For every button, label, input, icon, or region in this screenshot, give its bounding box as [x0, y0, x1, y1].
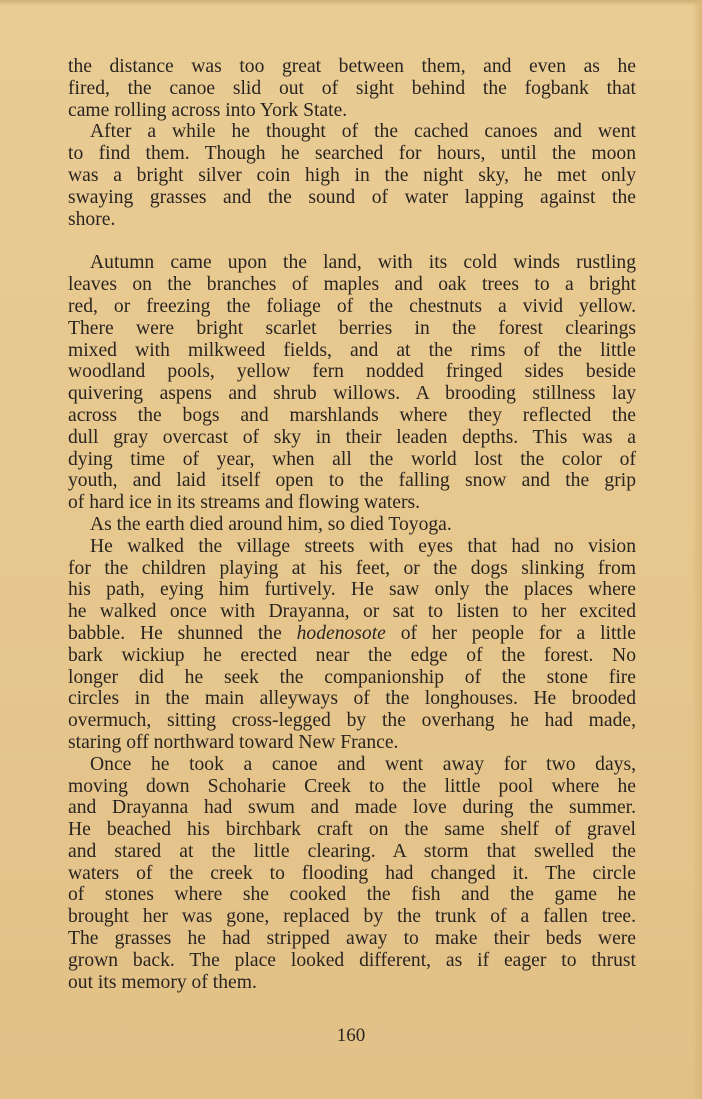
- text-line: brought her was gone, replaced by the trunk of a fallen tree.: [68, 906, 636, 928]
- text-line: fired, the canoe slid out of sight behind the fogbank that: [68, 77, 636, 99]
- text-line: He beached his birchbark craft on the same shelf of gravel: [68, 819, 636, 841]
- text-line: was a bright silver coin high in the night sky, he met only: [68, 164, 636, 186]
- section-break: [68, 230, 636, 252]
- text-line: grown back. The place looked different, as if eager to thrust: [68, 949, 636, 971]
- paragraph-4: [68, 514, 636, 536]
- text-line: staring off northward toward New France.: [68, 731, 399, 753]
- text-line: Once he took a canoe and went away for two days,: [90, 753, 636, 775]
- text-line: leaves on the branches of maples and oak trees to a bright: [68, 274, 636, 296]
- text-line: across the bogs and marshlands where they reflected the: [68, 404, 636, 426]
- text-line: and Drayanna had swum and made love during the summer.: [68, 797, 636, 819]
- text-line: dull gray overcast of sky in their leaden depths. This was a: [68, 426, 636, 448]
- body-text: [68, 56, 636, 993]
- paragraph-3: [68, 252, 636, 514]
- text-line: dying time of year, when all the world lost the color of: [68, 448, 636, 470]
- text-line: came rolling across into York State.: [68, 99, 348, 121]
- text-line: his path, eying him furtively. He saw only the places where: [68, 579, 636, 601]
- paragraph-2: [68, 121, 636, 230]
- text-line: After a while he thought of the cached canoes and went: [90, 121, 636, 143]
- text-line: circles in the main alleyways of the longhouses. He brooded: [68, 688, 636, 710]
- page-edge-shadow-right: [692, 0, 702, 1099]
- text-line: overmuch, sitting cross-legged by the overhang he had made,: [68, 710, 636, 732]
- text-line: He walked the village streets with eyes that had no vision: [90, 535, 636, 557]
- text-run: of her people for a little: [385, 622, 637, 644]
- text-line: longer did he seek the companionship of the stone fire: [68, 666, 636, 688]
- text-run: babble. He shunned the: [68, 622, 297, 644]
- page-edge-shadow-top: [0, 0, 702, 6]
- text-line: youth, and laid itself open to the falling snow and the grip: [68, 470, 636, 492]
- text-line: for the children playing at his feet, or the dogs slinking from: [68, 557, 636, 579]
- text-line: of hard ice in its streams and flowing waters.: [68, 492, 421, 514]
- text-line: shore.: [68, 208, 116, 230]
- text-line: red, or freezing the foliage of the chestnuts a vivid yellow.: [68, 295, 636, 317]
- text-line: woodland pools, yellow fern nodded fringed sides beside: [68, 361, 636, 383]
- paragraph-6: [68, 754, 636, 994]
- text-line: he walked once with Drayanna, or sat to listen to her excited: [68, 601, 636, 623]
- text-line: waters of the creek to flooding had changed it. The circle: [68, 862, 636, 884]
- text-line: There were bright scarlet berries in the forest clearings: [68, 317, 636, 339]
- text-line: to find them. Though he searched for hours, until the moon: [68, 143, 636, 165]
- text-line: out its memory of them.: [68, 971, 257, 993]
- text-line: of stones where she cooked the fish and the game he: [68, 884, 636, 906]
- text-line-with-italic: [68, 623, 636, 645]
- text-line: mixed with milkweed fields, and at the rims of the little: [68, 339, 636, 361]
- text-line: and stared at the little clearing. A storm that swelled the: [68, 840, 636, 862]
- text-line: quivering aspens and shrub willows. A brooding stillness lay: [68, 383, 636, 405]
- page-number: 160: [336, 1025, 366, 1046]
- paragraph-1: [68, 56, 636, 121]
- text-line: bark wickiup he erected near the edge of the forest. No: [68, 644, 636, 666]
- text-line: Autumn came upon the land, with its cold winds rustling: [90, 252, 636, 274]
- text-line: the distance was too great between them, and even as he: [68, 56, 636, 77]
- paragraph-5: [68, 536, 636, 754]
- text-line: As the earth died around him, so died Toyoga.: [90, 513, 452, 535]
- text-line: swaying grasses and the sound of water lapping against the: [68, 186, 636, 208]
- text-line: moving down Schoharie Creek to the little pool where he: [68, 775, 636, 797]
- italic-term: hodenosote: [296, 622, 386, 644]
- text-line: The grasses he had stripped away to make their beds were: [68, 928, 636, 950]
